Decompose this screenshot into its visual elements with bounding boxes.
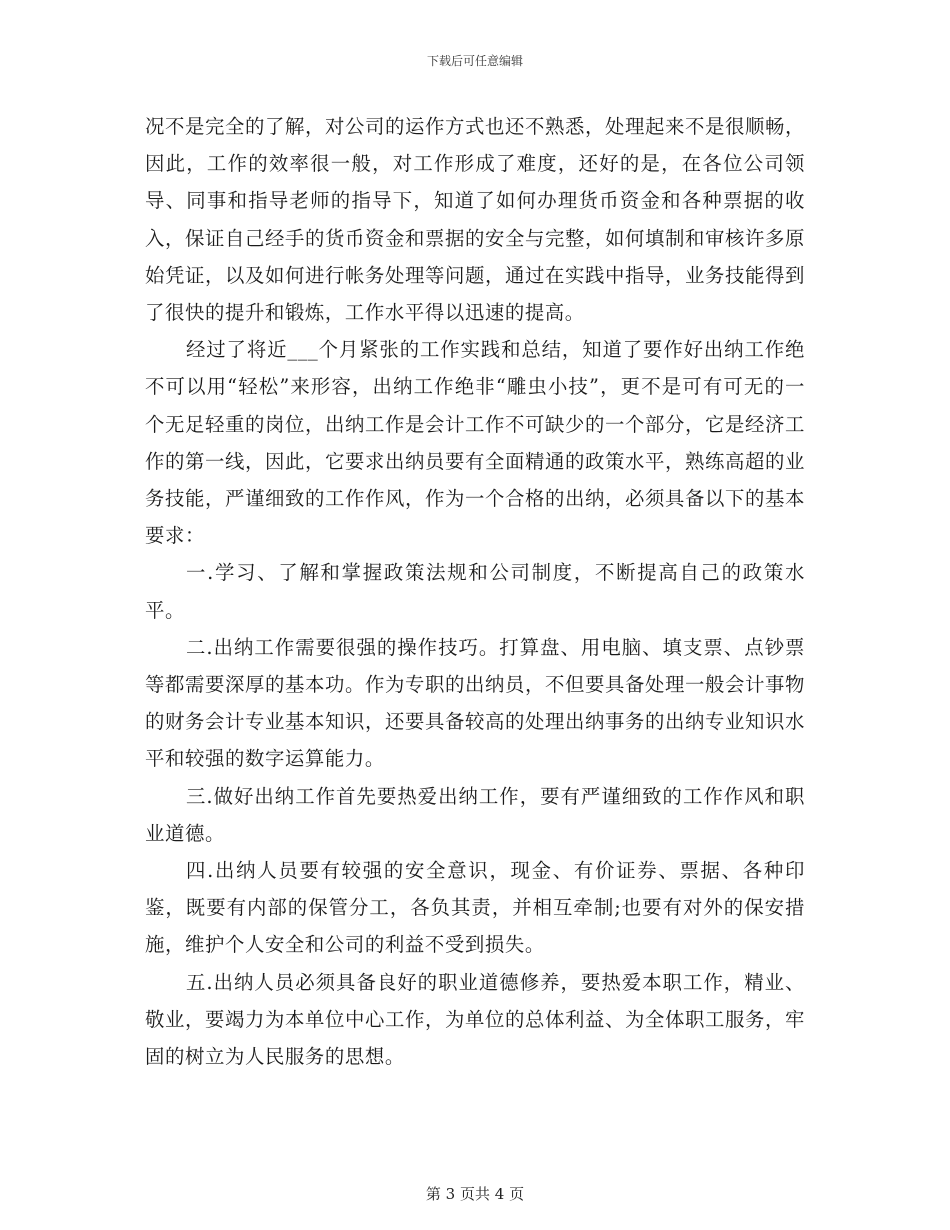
paragraph-continuation: 况不是完全的了解，对公司的运作方式也还不熟悉，处理起来不是很顺畅，因此，工作的效率很一般，对工作形成了难度，还好的是，在各位公司领导、同事和指导老师的指导下，知道了如何办理货币资金和各种票据的收入，保证自己经手的货币资金和票据的安全与完整，如何填制和审核许多原始凭证，以及如何进行帐务处理等问题，通过在实践中指导，业务技能得到了很快的提升和锻炼，工作水平得以迅速的提高。 <box>145 115 805 325</box>
paragraph-item-2: 二.出纳工作需要很强的操作技巧。打算盘、用电脑、填支票、点钞票等都需要深厚的基本功。作为专职的出纳员，不但要具备处理一般会计事物的财务会计专业基本知识，还要具备较高的处理出纳事务的出纳专业知识水平和较强的数字运算能力。 <box>145 635 805 771</box>
document-body <box>145 108 805 1075</box>
paragraph-item-5: 五.出纳人员必须具备良好的职业道德修养，要热爱本职工作，精业、敬业，要竭力为本单位中心工作，为单位的总体利益、为全体职工服务，牢固的树立为人民服务的思想。 <box>145 970 805 1069</box>
paragraph-item-3: 三.做好出纳工作首先要热爱出纳工作，要有严谨细致的工作作风和职业道德。 <box>145 784 805 845</box>
paragraph-item-1: 一.学习、了解和掌握政策法规和公司制度，不断提高自己的政策水平。 <box>145 561 805 622</box>
page-number-footer: 第 3 页共 4 页 <box>425 1185 525 1203</box>
page-header: 下载后可任意编辑 <box>426 54 523 68</box>
paragraph-intro-requirements: 经过了将近___个月紧张的工作实践和总结，知道了要作好出纳工作绝不可以用“轻松”来形容，出纳工作绝非“雕虫小技”，更不是可有可无的一个无足轻重的岗位，出纳工作是会计工作不可缺少的一个部分，它是经济工作的第一线，因此，它要求出纳员要有全面精通的政策水平，熟练高超的业务技能，严谨细致的工作作风，作为一个合格的出纳，必须具备以下的基本要求： <box>145 338 805 548</box>
paragraph-item-4: 四.出纳人员要有较强的安全意识，现金、有价证券、票据、各种印鉴，既要有内部的保管分工，各负其责，并相互牵制;也要有对外的保安措施，维护个人安全和公司的利益不受到损失。 <box>145 859 805 957</box>
